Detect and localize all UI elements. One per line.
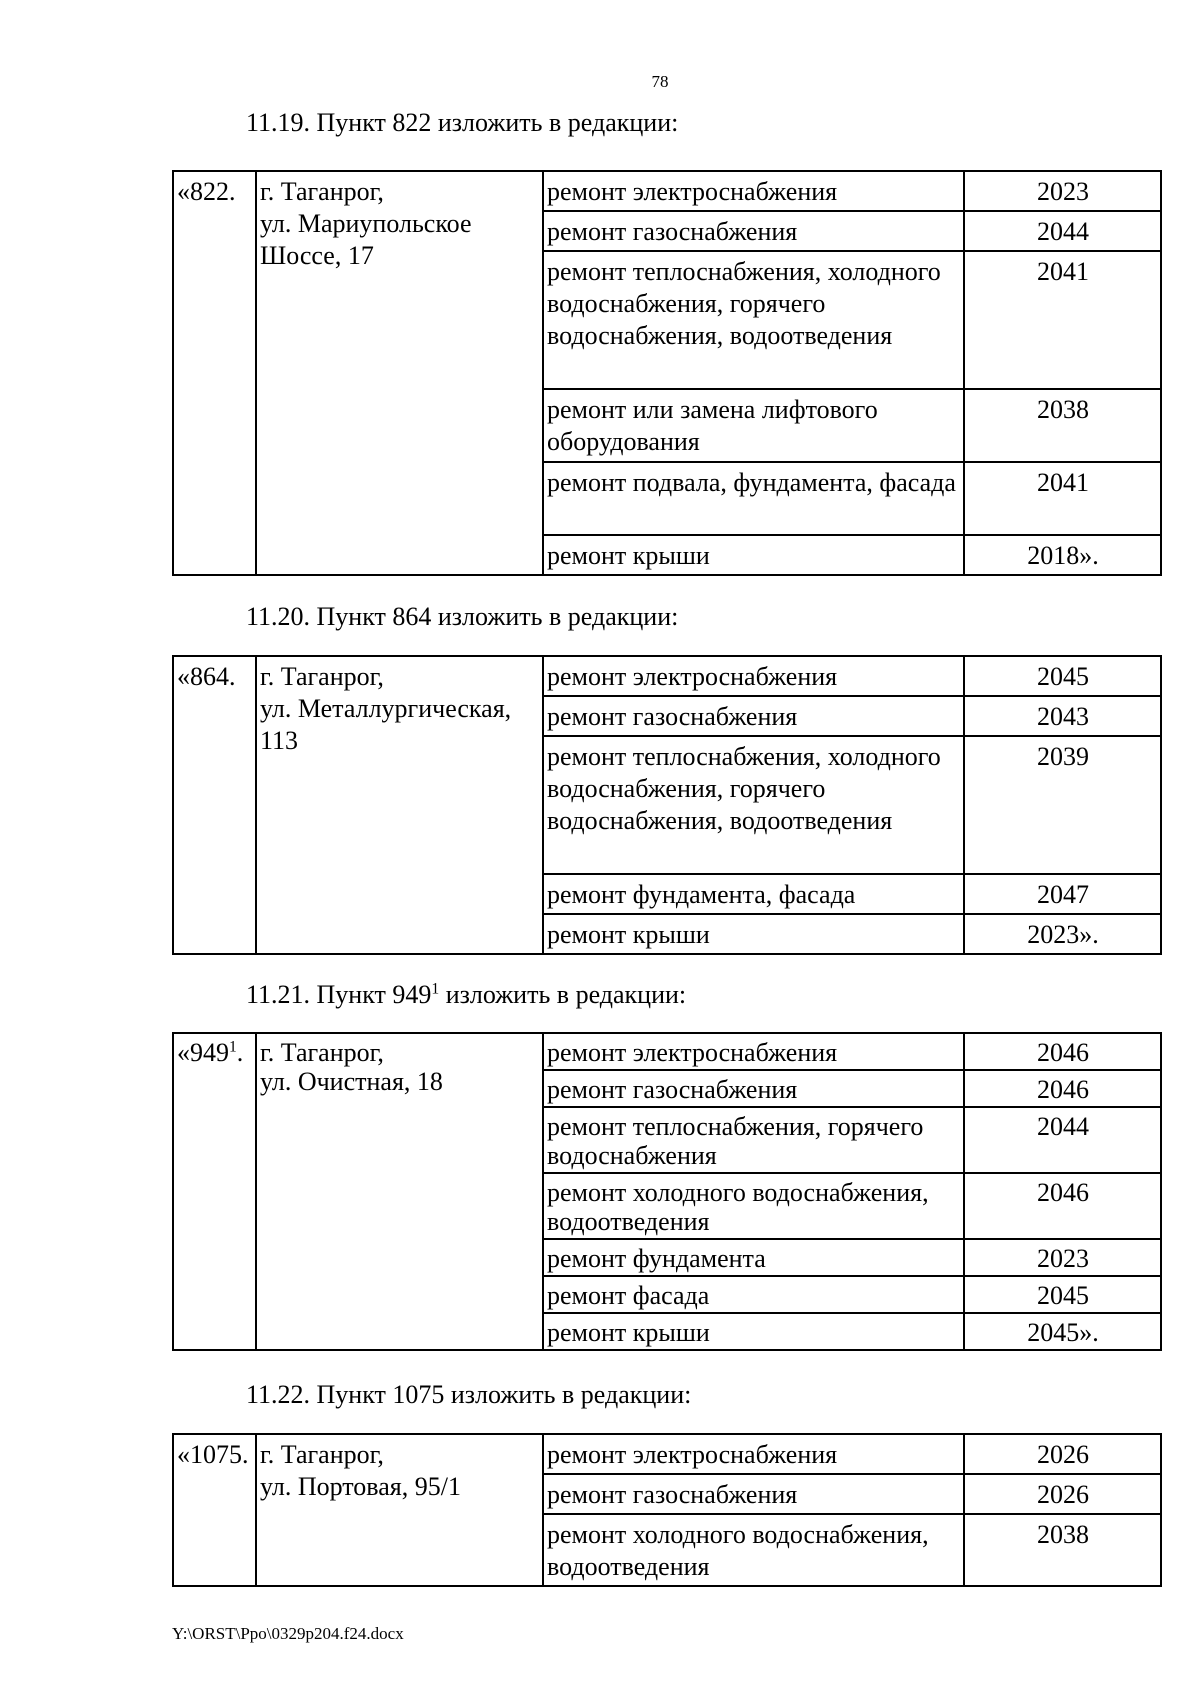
work-year: 2041 <box>964 251 1161 389</box>
work-year: 2023 <box>964 171 1161 211</box>
work-year: 2038 <box>964 1514 1161 1586</box>
item-number-tail: . <box>236 1038 244 1067</box>
work-year: 2044 <box>964 211 1161 251</box>
work-year: 2023». <box>964 914 1161 954</box>
work-year: 2045 <box>964 656 1161 696</box>
work-type: ремонт фундамента <box>543 1239 964 1276</box>
work-year: 2038 <box>964 389 1161 462</box>
work-year: 2045 <box>964 1276 1161 1313</box>
work-type: ремонт теплоснабжения, горячего водоснабжения <box>543 1107 964 1173</box>
address-street: ул. Очистная, 18 <box>260 1067 443 1096</box>
address-street: ул. Металлургическая, 113 <box>260 694 512 755</box>
work-year: 2026 <box>964 1474 1161 1514</box>
work-type: ремонт или замена лифтового оборудования <box>543 389 964 462</box>
work-year: 2046 <box>964 1173 1161 1239</box>
work-year: 2026 <box>964 1434 1161 1474</box>
work-type: ремонт электроснабжения <box>543 1434 964 1474</box>
address-city: г. Таганрог, <box>260 662 384 691</box>
work-type: ремонт подвала, фундамента, фасада <box>543 462 964 535</box>
heading-text: 11.21. Пункт 949 <box>246 980 432 1009</box>
amendment-table <box>172 170 1162 576</box>
amendment-table <box>172 1433 1162 1587</box>
address-city: г. Таганрог, <box>260 1038 384 1067</box>
work-type: ремонт холодного водоснабжения, водоотведения <box>543 1514 964 1586</box>
work-type: ремонт холодного водоснабжения, водоотведения <box>543 1173 964 1239</box>
address-cell <box>256 1434 543 1586</box>
section-heading <box>246 980 686 1010</box>
address-street: ул. Мариупольское Шоссе, 17 <box>260 209 472 270</box>
page-number: 78 <box>651 72 669 91</box>
heading-tail: изложить в редакции: <box>439 980 687 1009</box>
section-heading: 11.22. Пункт 1075 изложить в редакции: <box>246 1380 692 1409</box>
work-type: ремонт фасада <box>543 1276 964 1313</box>
work-year: 2039 <box>964 736 1161 874</box>
amendment-table <box>172 1032 1162 1351</box>
item-number: «1075. <box>173 1434 256 1586</box>
work-type: ремонт крыши <box>543 914 964 954</box>
work-type: ремонт электроснабжения <box>543 656 964 696</box>
item-number-text: «949 <box>177 1038 229 1067</box>
work-type: ремонт газоснабжения <box>543 696 964 736</box>
work-year: 2046 <box>964 1033 1161 1070</box>
work-type: ремонт теплоснабжения, холодного водоснабжения, горячего водоснабжения, водоотведения <box>543 736 964 874</box>
work-year: 2018». <box>964 535 1161 575</box>
item-number: «864. <box>173 656 256 954</box>
work-type: ремонт газоснабжения <box>543 1474 964 1514</box>
address-cell <box>256 656 543 954</box>
work-type: ремонт крыши <box>543 535 964 575</box>
address-street: ул. Портовая, 95/1 <box>260 1472 461 1501</box>
address-cell <box>256 1033 543 1350</box>
work-type: ремонт газоснабжения <box>543 211 964 251</box>
address-city: г. Таганрог, <box>260 1440 384 1469</box>
item-number-superscript: 1 <box>229 1038 237 1056</box>
work-year: 2043 <box>964 696 1161 736</box>
work-type: ремонт электроснабжения <box>543 171 964 211</box>
work-year: 2047 <box>964 874 1161 914</box>
item-number <box>173 1033 256 1350</box>
work-year: 2044 <box>964 1107 1161 1173</box>
work-type: ремонт электроснабжения <box>543 1033 964 1070</box>
section-heading: 11.20. Пункт 864 изложить в редакции: <box>246 602 679 631</box>
heading-superscript: 1 <box>431 980 440 998</box>
amendment-table <box>172 655 1162 955</box>
section-heading: 11.19. Пункт 822 изложить в редакции: <box>246 108 679 137</box>
item-number: «822. <box>173 171 256 575</box>
address-cell <box>256 171 543 575</box>
work-year: 2046 <box>964 1070 1161 1107</box>
address-city: г. Таганрог, <box>260 177 384 206</box>
work-year: 2045». <box>964 1313 1161 1350</box>
work-type: ремонт газоснабжения <box>543 1070 964 1107</box>
footer-file-path: Y:\ORST\Ppo\0329p204.f24.docx <box>172 1624 404 1643</box>
work-type: ремонт фундамента, фасада <box>543 874 964 914</box>
work-type: ремонт теплоснабжения, холодного водоснабжения, горячего водоснабжения, водоотведения <box>543 251 964 389</box>
work-type: ремонт крыши <box>543 1313 964 1350</box>
work-year: 2041 <box>964 462 1161 535</box>
work-year: 2023 <box>964 1239 1161 1276</box>
